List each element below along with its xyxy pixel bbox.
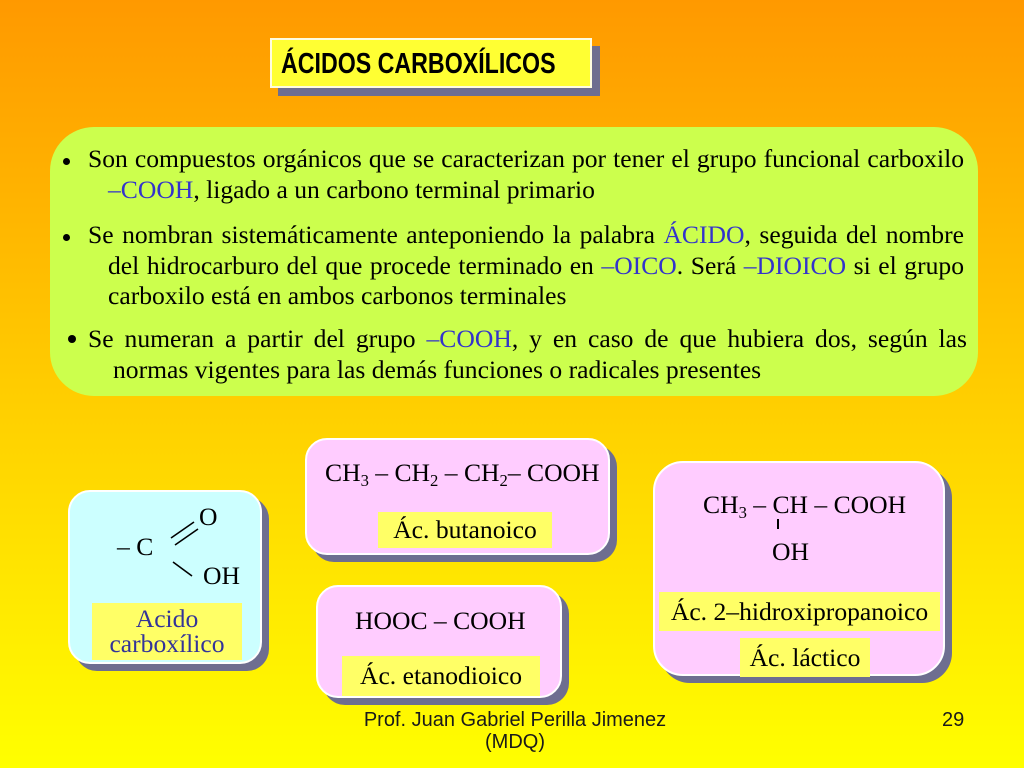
formula-text: – CH [438,458,500,487]
subscript: 3 [360,470,369,490]
bullet-text: , y en caso de que hubiera dos, según las normas vigentes para las demás funciones o radicales presentes [113,324,967,384]
bullet-text: Son compuestos orgánicos que se caracterizan por tener el grupo funcional carboxilo [88,144,964,173]
compound-name-label: Ác. etanodioico [342,656,540,696]
bullet-dot [63,234,70,241]
title-box [270,38,592,88]
structural-formula [355,606,526,637]
double-bond-line [171,522,194,538]
subscript: 2 [499,470,508,490]
carbon-fragment: – C [117,532,154,561]
footer-author: Prof. Juan Gabriel Perilla Jimenez (MDQ) [363,709,667,753]
highlighted-term: –DIOICO [743,250,847,280]
highlighted-term: –COOH [426,324,512,353]
compound-common-name-label: Ác. láctico [740,638,870,677]
subscript: 3 [738,502,747,522]
subscript: 2 [430,470,439,490]
formula-text: – CH [368,458,431,487]
bullet-text: , ligado a un carbono terminal primario [193,174,595,204]
bullet-item [88,324,967,385]
butanoic-acid-card [305,438,610,555]
formula-text: HOOC – COOH [355,606,526,635]
carboxyl-group-card [68,490,262,664]
ethanedioic-acid-card [316,585,562,698]
bullet-dot [63,158,70,165]
hydroxyl-group: OH [203,561,240,590]
bullet-item [88,144,964,205]
bullet-item [88,220,964,312]
bullet-text: . Será [676,250,744,280]
hydroxyl-substituent: OH [772,537,809,566]
page-number: 29 [942,709,965,731]
formula-text: CH [325,458,361,487]
structural-formula [703,490,906,521]
formula-text: – CH – COOH [746,490,907,519]
highlighted-term: –OICO [601,250,677,280]
compound-name-label: Acido carboxílico [92,603,242,660]
bullet-text: Se numeran a partir del grupo [88,324,427,353]
double-bond-line [175,529,198,545]
formula-text: CH [703,490,739,519]
slide-title: ÁCIDOS CARBOXÍLICOS [281,48,556,80]
highlighted-term: –COOH [108,174,194,204]
highlighted-term: ÁCIDO [663,220,745,249]
oxygen-atom: O [199,502,218,531]
bullet-text: , seguida del nombre del hidrocarburo del que procede terminado en [108,220,964,280]
formula-text: – COOH [507,458,600,487]
lactic-acid-card [653,461,945,676]
bullet-dot [68,335,76,343]
single-bond-line [173,562,192,576]
compound-name-label: Ác. 2–hidroxipropanoico [659,592,940,631]
bullet-text: Se nombran sistemáticamente anteponiendo la palabra [88,220,664,249]
compound-name-label: Ác. butanoico [378,512,552,548]
structural-formula [325,458,600,489]
branch-bond-line [777,519,779,529]
bullet-text: si el grupo carboxilo está en ambos carbonos terminales [108,250,964,311]
bond-lines [160,510,210,590]
